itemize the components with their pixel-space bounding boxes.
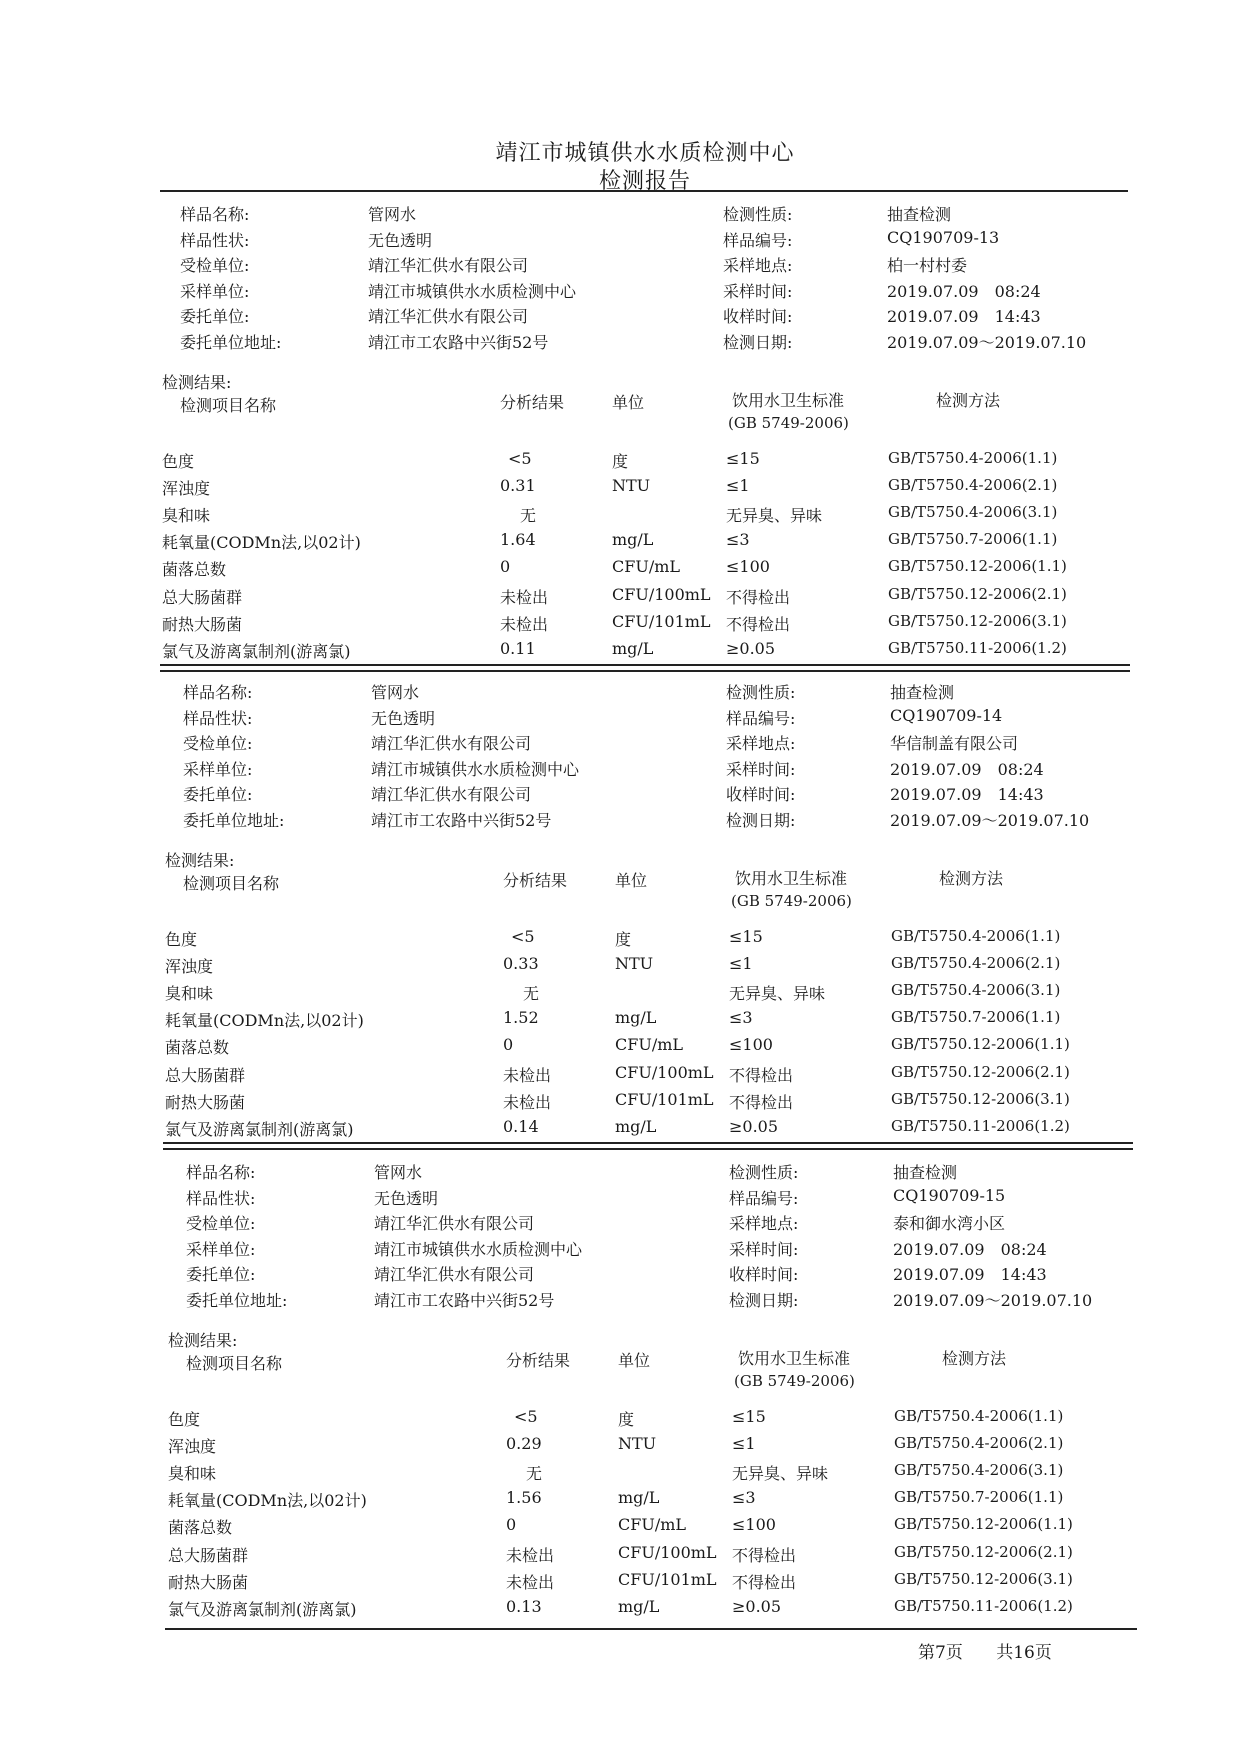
section-divider [163, 1142, 1133, 1144]
item-method: GB/T5750.4-2006(1.1) [888, 449, 1058, 467]
info-value-inspected-unit: 靖江华汇供水有限公司 [374, 1214, 535, 1234]
results-label: 检测结果: [162, 373, 232, 392]
info-label-sample-no: 样品编号: [726, 708, 796, 728]
item-standard: 不得检出 [729, 1065, 794, 1085]
info-label-sampling-time: 采样时间: [723, 281, 793, 301]
title-rule [160, 190, 1128, 192]
item-standard: ≤3 [729, 1008, 753, 1028]
info-value-receiving-time: 2019.07.09 14:43 [890, 785, 1044, 805]
info-label-sampling-unit: 采样单位: [180, 281, 250, 301]
table-row [3, 927, 1240, 951]
table-row [3, 1117, 1240, 1141]
info-label-test-nature: 检测性质: [729, 1163, 799, 1182]
table-row [3, 1063, 1240, 1087]
section-divider [160, 670, 1130, 672]
table-row [0, 557, 1240, 581]
item-standard: ≥0.05 [726, 638, 776, 658]
item-standard: ≤1 [726, 476, 750, 496]
item-name: 臭和味 [168, 1464, 217, 1484]
info-row [0, 279, 1240, 303]
info-value-test-date: 2019.07.09～2019.07.10 [887, 333, 1087, 352]
item-name: 浑浊度 [165, 957, 214, 977]
info-label-sample-state: 样品性状: [180, 230, 250, 250]
item-standard: ≤100 [729, 1035, 773, 1055]
col-header-result: 分析结果 [503, 871, 568, 890]
info-value-sample-state: 无色透明 [368, 230, 433, 250]
item-result: 0 [500, 557, 511, 577]
info-row [0, 202, 1240, 226]
info-label-test-nature: 检测性质: [726, 683, 796, 702]
item-name: 总大肠菌群 [165, 1065, 246, 1085]
item-standard: ≤1 [729, 954, 753, 974]
item-standard: ≤100 [732, 1515, 776, 1535]
info-value-sampling-unit: 靖江市城镇供水水质检测中心 [368, 281, 577, 301]
item-standard: 不得检出 [732, 1545, 797, 1565]
item-result: 未检出 [500, 614, 549, 634]
item-standard: 无异臭、异味 [729, 984, 826, 1004]
item-unit: CFU/100mL [618, 1542, 717, 1562]
info-label-client-unit: 委托单位: [180, 307, 250, 327]
item-result: <5 [511, 927, 535, 946]
item-result: 0.29 [506, 1434, 542, 1454]
item-name: 氯气及游离氯制剂(游离氯) [168, 1599, 357, 1619]
info-value-sampling-time: 2019.07.09 08:24 [890, 759, 1044, 779]
item-standard: ≤3 [732, 1488, 756, 1508]
col-header-item: 检测项目名称 [183, 874, 280, 893]
item-name: 浑浊度 [162, 479, 211, 499]
item-name: 总大肠菌群 [168, 1545, 249, 1565]
col-header-unit: 单位 [618, 1351, 651, 1370]
item-name: 耐热大肠菌 [165, 1092, 246, 1112]
info-value-client-unit: 靖江华汇供水有限公司 [371, 785, 532, 805]
col-header-result: 分析结果 [500, 393, 565, 412]
info-value-sampling-site: 柏一村村委 [887, 256, 968, 276]
section-divider [163, 1148, 1133, 1150]
col-header-unit: 单位 [615, 871, 648, 890]
item-name: 氯气及游离氯制剂(游离氯) [162, 641, 351, 661]
col-header-std-ref: (GB 5749-2006) [728, 414, 849, 432]
item-unit: CFU/mL [612, 557, 681, 577]
item-unit: CFU/101mL [615, 1089, 714, 1109]
item-method: GB/T5750.7-2006(1.1) [888, 530, 1058, 549]
info-row [0, 253, 1240, 277]
col-header-std: 饮用水卫生标准 [735, 869, 848, 888]
item-unit: 度 [618, 1410, 635, 1429]
info-value-client-unit: 靖江华汇供水有限公司 [368, 307, 529, 327]
col-header-item: 检测项目名称 [186, 1354, 283, 1373]
item-method: GB/T5750.4-2006(1.1) [891, 927, 1061, 945]
item-unit: NTU [615, 954, 654, 974]
item-name: 浑浊度 [168, 1437, 217, 1457]
item-name: 臭和味 [162, 506, 211, 526]
item-standard: 无异臭、异味 [726, 506, 823, 526]
item-standard: ≤15 [726, 449, 760, 468]
table-row [6, 1434, 1240, 1458]
info-label-sampling-unit: 采样单位: [186, 1239, 256, 1259]
info-value-sampling-time: 2019.07.09 08:24 [887, 281, 1041, 301]
item-method: GB/T5750.4-2006(2.1) [888, 476, 1058, 495]
page-total: 共16页 [996, 1643, 1052, 1663]
info-label-sampling-site: 采样地点: [723, 256, 793, 276]
results-label: 检测结果: [168, 1331, 238, 1350]
info-label-sample-no: 样品编号: [723, 230, 793, 250]
item-result: 0.33 [503, 954, 539, 974]
item-name: 臭和味 [165, 984, 214, 1004]
report-title: 检测报告 [598, 169, 691, 194]
info-value-test-nature: 抽查检测 [887, 205, 952, 224]
info-label-inspected-unit: 受检单位: [186, 1214, 256, 1234]
item-name: 菌落总数 [168, 1518, 233, 1538]
page-number: 第7页 [918, 1643, 963, 1663]
info-value-sampling-unit: 靖江市城镇供水水质检测中心 [374, 1239, 583, 1259]
info-row [3, 680, 1240, 704]
item-name: 耐热大肠菌 [162, 614, 243, 634]
table-row [0, 612, 1240, 636]
item-method: GB/T5750.7-2006(1.1) [891, 1008, 1061, 1027]
item-standard: ≤100 [726, 557, 770, 577]
info-label-client-address: 委托单位地址: [180, 333, 282, 352]
item-method: GB/T5750.12-2006(1.1) [894, 1515, 1073, 1534]
info-row [6, 1237, 1240, 1261]
table-row [3, 1090, 1240, 1114]
item-standard: 不得检出 [729, 1092, 794, 1112]
info-label-sampling-site: 采样地点: [726, 734, 796, 754]
info-value-sample-state: 无色透明 [371, 708, 436, 728]
info-row [3, 808, 1240, 832]
item-standard: ≤1 [732, 1434, 756, 1454]
table-row [0, 585, 1240, 609]
info-row [6, 1211, 1240, 1235]
item-standard: ≤15 [732, 1407, 766, 1426]
table-row [0, 503, 1240, 527]
col-header-unit: 单位 [612, 393, 645, 412]
item-name: 耗氧量(CODMn法,以02计) [162, 533, 361, 553]
col-header-std-ref: (GB 5749-2006) [731, 892, 852, 910]
info-value-test-nature: 抽查检测 [893, 1163, 958, 1182]
item-method: GB/T5750.4-2006(1.1) [894, 1407, 1064, 1425]
info-value-test-date: 2019.07.09～2019.07.10 [893, 1291, 1093, 1310]
item-name: 耐热大肠菌 [168, 1572, 249, 1592]
info-value-sampling-site: 华信制盖有限公司 [890, 734, 1019, 754]
item-standard: 不得检出 [726, 587, 791, 607]
section-divider [160, 664, 1130, 666]
col-header-method: 检测方法 [936, 391, 1001, 410]
item-result: 未检出 [503, 1065, 552, 1085]
info-value-sampling-unit: 靖江市城镇供水水质检测中心 [371, 759, 580, 779]
table-row [6, 1597, 1240, 1621]
item-result: <5 [514, 1407, 538, 1426]
item-unit: NTU [612, 476, 651, 496]
info-label-receiving-time: 收样时间: [729, 1265, 799, 1285]
item-unit: mg/L [618, 1488, 660, 1508]
item-unit: mg/L [615, 1008, 657, 1028]
col-header-std-ref: (GB 5749-2006) [734, 1372, 855, 1390]
item-unit: mg/L [615, 1116, 657, 1136]
item-method: GB/T5750.12-2006(1.1) [891, 1035, 1070, 1054]
table-row [3, 981, 1240, 1005]
info-value-sample-name: 管网水 [371, 683, 420, 702]
item-method: GB/T5750.11-2006(1.2) [888, 638, 1067, 657]
item-result: <5 [508, 449, 532, 468]
item-method: GB/T5750.7-2006(1.1) [894, 1488, 1064, 1507]
item-result: 未检出 [506, 1545, 555, 1565]
info-row [0, 330, 1240, 354]
info-label-sampling-time: 采样时间: [726, 759, 796, 779]
info-row [6, 1262, 1240, 1286]
item-unit: CFU/100mL [615, 1062, 714, 1082]
info-value-sample-state: 无色透明 [374, 1188, 439, 1208]
table-row [6, 1407, 1240, 1431]
item-standard: 不得检出 [726, 614, 791, 634]
table-row [6, 1570, 1240, 1594]
item-standard: 无异臭、异味 [732, 1464, 829, 1484]
results-label: 检测结果: [165, 851, 235, 870]
item-result: 0 [503, 1035, 514, 1055]
item-result: 无 [523, 984, 540, 1004]
table-row [0, 449, 1240, 473]
info-label-inspected-unit: 受检单位: [183, 734, 253, 754]
info-label-test-date: 检测日期: [729, 1291, 799, 1310]
table-row [6, 1543, 1240, 1567]
info-value-receiving-time: 2019.07.09 14:43 [887, 307, 1041, 327]
item-name: 总大肠菌群 [162, 587, 243, 607]
info-row [6, 1186, 1240, 1210]
info-row [3, 731, 1240, 755]
item-name: 色度 [162, 452, 195, 471]
table-row [0, 530, 1240, 554]
item-standard: ≥0.05 [732, 1596, 782, 1616]
item-result: 0.14 [503, 1116, 539, 1136]
info-value-client-address: 靖江市工农路中兴街52号 [371, 811, 552, 830]
info-value-inspected-unit: 靖江华汇供水有限公司 [371, 734, 532, 754]
table-row [3, 1035, 1240, 1059]
item-unit: mg/L [612, 638, 654, 658]
item-result: 0.13 [506, 1596, 542, 1616]
info-value-client-address: 靖江市工农路中兴街52号 [374, 1291, 555, 1310]
col-header-std: 饮用水卫生标准 [738, 1349, 851, 1368]
info-row [3, 757, 1240, 781]
item-result: 1.56 [506, 1488, 542, 1508]
item-method: GB/T5750.4-2006(2.1) [894, 1434, 1064, 1453]
item-unit: mg/L [618, 1596, 660, 1616]
info-label-test-nature: 检测性质: [723, 205, 793, 224]
info-label-sample-state: 样品性状: [183, 708, 253, 728]
info-label-test-date: 检测日期: [726, 811, 796, 830]
info-label-sample-no: 样品编号: [729, 1188, 799, 1208]
item-standard: ≤15 [729, 927, 763, 946]
info-label-client-unit: 委托单位: [186, 1265, 256, 1285]
item-name: 耗氧量(CODMn法,以02计) [165, 1011, 364, 1031]
item-result: 0.11 [500, 638, 536, 658]
info-value-client-unit: 靖江华汇供水有限公司 [374, 1265, 535, 1285]
info-row [6, 1288, 1240, 1312]
item-result: 无 [520, 506, 537, 526]
item-method: GB/T5750.12-2006(1.1) [888, 557, 1067, 576]
info-label-sample-state: 样品性状: [186, 1188, 256, 1208]
info-row [3, 782, 1240, 806]
info-label-client-address: 委托单位地址: [186, 1291, 288, 1310]
info-value-sample-name: 管网水 [374, 1163, 423, 1182]
info-value-sampling-time: 2019.07.09 08:24 [893, 1239, 1047, 1259]
item-method: GB/T5750.12-2006(3.1) [891, 1089, 1070, 1108]
item-unit: CFU/mL [615, 1035, 684, 1055]
col-header-method: 检测方法 [942, 1349, 1007, 1368]
item-method: GB/T5750.4-2006(3.1) [891, 981, 1061, 1000]
info-value-sample-no: CQ190709-14 [890, 705, 1003, 725]
item-unit: mg/L [612, 530, 654, 550]
info-value-receiving-time: 2019.07.09 14:43 [893, 1265, 1047, 1285]
item-method: GB/T5750.12-2006(2.1) [891, 1062, 1070, 1081]
item-unit: CFU/100mL [612, 584, 711, 604]
info-value-sampling-site: 泰和御水湾小区 [893, 1214, 1006, 1234]
item-method: GB/T5750.12-2006(3.1) [888, 611, 1067, 630]
item-standard: 不得检出 [732, 1572, 797, 1592]
item-method: GB/T5750.12-2006(2.1) [894, 1542, 1073, 1561]
info-value-test-nature: 抽查检测 [890, 683, 955, 702]
table-row [0, 476, 1240, 500]
info-label-sampling-site: 采样地点: [729, 1214, 799, 1234]
info-label-sampling-time: 采样时间: [729, 1239, 799, 1259]
item-unit: 度 [615, 930, 632, 949]
item-method: GB/T5750.4-2006(2.1) [891, 954, 1061, 973]
item-method: GB/T5750.12-2006(3.1) [894, 1569, 1073, 1588]
info-row [0, 304, 1240, 328]
page-footer [918, 1638, 1080, 1663]
item-unit: CFU/101mL [612, 611, 711, 631]
item-unit: 度 [612, 452, 629, 471]
info-label-sample-name: 样品名称: [180, 205, 250, 224]
item-method: GB/T5750.4-2006(3.1) [888, 503, 1058, 522]
info-label-receiving-time: 收样时间: [723, 307, 793, 327]
table-row [3, 1008, 1240, 1032]
item-name: 耗氧量(CODMn法,以02计) [168, 1491, 367, 1511]
table-row [6, 1488, 1240, 1512]
item-result: 0.31 [500, 476, 536, 496]
item-unit: CFU/mL [618, 1515, 687, 1535]
item-standard: ≥0.05 [729, 1116, 779, 1136]
item-standard: ≤3 [726, 530, 750, 550]
table-row [3, 954, 1240, 978]
info-value-inspected-unit: 靖江华汇供水有限公司 [368, 256, 529, 276]
table-row [6, 1515, 1240, 1539]
item-method: GB/T5750.4-2006(3.1) [894, 1461, 1064, 1480]
item-result: 无 [526, 1464, 543, 1484]
info-label-sample-name: 样品名称: [183, 683, 253, 702]
item-name: 菌落总数 [162, 560, 227, 580]
info-label-test-date: 检测日期: [723, 333, 793, 352]
item-result: 未检出 [503, 1092, 552, 1112]
info-value-test-date: 2019.07.09～2019.07.10 [890, 811, 1090, 830]
info-label-sampling-unit: 采样单位: [183, 759, 253, 779]
info-label-inspected-unit: 受检单位: [180, 256, 250, 276]
item-name: 色度 [168, 1410, 201, 1429]
item-result: 1.64 [500, 530, 536, 550]
item-result: 未检出 [506, 1572, 555, 1592]
col-header-std: 饮用水卫生标准 [732, 391, 845, 410]
info-row [6, 1160, 1240, 1184]
item-name: 菌落总数 [165, 1038, 230, 1058]
org-title: 靖江市城镇供水水质检测中心 [495, 141, 795, 166]
item-unit: CFU/101mL [618, 1569, 717, 1589]
item-name: 氯气及游离氯制剂(游离氯) [165, 1119, 354, 1139]
col-header-method: 检测方法 [939, 869, 1004, 888]
info-label-sample-name: 样品名称: [186, 1163, 256, 1182]
bottom-rule [165, 1628, 1137, 1630]
info-row [0, 228, 1240, 252]
info-value-sample-name: 管网水 [368, 205, 417, 224]
col-header-result: 分析结果 [506, 1351, 571, 1370]
info-value-client-address: 靖江市工农路中兴街52号 [368, 333, 549, 352]
info-label-client-unit: 委托单位: [183, 785, 253, 805]
item-method: GB/T5750.11-2006(1.2) [891, 1116, 1070, 1135]
item-method: GB/T5750.12-2006(2.1) [888, 584, 1067, 603]
item-name: 色度 [165, 930, 198, 949]
item-method: GB/T5750.11-2006(1.2) [894, 1596, 1073, 1615]
col-header-item: 检测项目名称 [180, 396, 277, 415]
item-result: 未检出 [500, 587, 549, 607]
info-row [3, 706, 1240, 730]
item-result: 1.52 [503, 1008, 539, 1028]
info-value-sample-no: CQ190709-15 [893, 1185, 1006, 1205]
table-row [6, 1461, 1240, 1485]
table-row [0, 639, 1240, 663]
item-unit: NTU [618, 1434, 657, 1454]
item-result: 0 [506, 1515, 517, 1535]
info-value-sample-no: CQ190709-13 [887, 227, 1000, 247]
info-label-client-address: 委托单位地址: [183, 811, 285, 830]
info-label-receiving-time: 收样时间: [726, 785, 796, 805]
